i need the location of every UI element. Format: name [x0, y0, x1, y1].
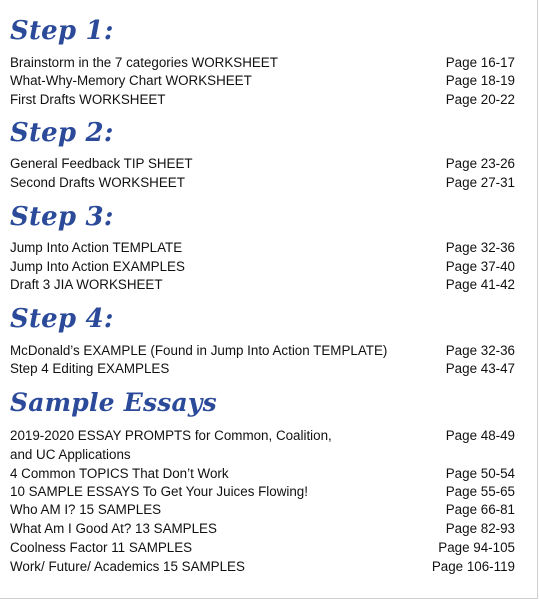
toc-item-page: Page 66-81 [445, 502, 515, 517]
toc-item-label: 2019-2020 ESSAY PROMPTS for Common, Coalition, [10, 428, 332, 443]
toc-item-label: First Drafts WORKSHEET [10, 92, 166, 107]
toc-row [0, 538, 539, 557]
toc-item-label: 4 Common TOPICS That Don’t Work [10, 466, 229, 481]
toc-item-label: Step 4 Editing EXAMPLES [10, 361, 170, 376]
toc-item-page: Page 94-105 [438, 540, 515, 555]
toc-item-page: Page 55-65 [445, 484, 515, 499]
toc-item-page: Page 18-19 [445, 73, 515, 88]
toc-item-label: Jump Into Action TEMPLATE [10, 240, 183, 255]
toc-row [0, 275, 539, 294]
toc-item-label: and UC Applications [10, 447, 131, 462]
toc-item-label: Brainstorm in the 7 categories WORKSHEET [10, 55, 278, 70]
toc-item-page: Page 16-17 [445, 55, 515, 70]
toc-item-label: What Am I Good At? 13 SAMPLES [10, 521, 217, 536]
toc-row [0, 173, 539, 192]
step-1-heading: Step 1: [10, 16, 114, 46]
toc-row [0, 257, 539, 276]
toc-item-label: Draft 3 JIA WORKSHEET [10, 277, 163, 292]
toc-row [0, 464, 539, 483]
toc-row [0, 71, 539, 90]
toc-row [0, 90, 539, 109]
toc-item-label: McDonald’s EXAMPLE (Found in Jump Into Action TEMPLATE) [10, 343, 388, 358]
toc-row [0, 341, 539, 360]
toc-item-page: Page 50-54 [445, 466, 515, 481]
toc-item-label: Who AM I? 15 SAMPLES [10, 502, 162, 517]
toc-item-label: Coolness Factor 11 SAMPLES [10, 540, 193, 555]
toc-row [0, 53, 539, 72]
toc-row [0, 557, 539, 576]
toc-row [0, 238, 539, 257]
toc-item-label: 10 SAMPLE ESSAYS To Get Your Juices Flowing! [10, 484, 308, 499]
toc-row [0, 154, 539, 173]
toc-item-page: Page 20-22 [445, 92, 515, 107]
toc-item-page: Page 106-119 [431, 559, 515, 574]
toc-item-page: Page 43-47 [445, 361, 515, 376]
toc-row [0, 359, 539, 378]
toc-item-page: Page 32-36 [445, 240, 515, 255]
toc-item-page: Page 41-42 [445, 277, 515, 292]
toc-row [0, 482, 539, 501]
step-4-heading: Step 4: [10, 304, 114, 334]
step-3-heading: Step 3: [10, 202, 114, 232]
step-2-heading: Step 2: [10, 118, 114, 148]
toc-row [0, 519, 539, 538]
toc-item-page: Page 37-40 [445, 259, 515, 274]
toc-item-label: What-Why-Memory Chart WORKSHEET [10, 73, 252, 88]
toc-row [0, 445, 539, 464]
toc-row [0, 500, 539, 519]
toc-item-label: Work/ Future/ Academics 15 SAMPLES [10, 559, 245, 574]
toc-item-page: Page 48-49 [445, 428, 515, 443]
toc-item-label: General Feedback TIP SHEET [10, 156, 193, 171]
toc-item-label: Jump Into Action EXAMPLES [10, 259, 185, 274]
toc-item-page: Page 27-31 [445, 175, 515, 190]
toc-item-label: Second Drafts WORKSHEET [10, 175, 185, 190]
toc-item-page: Page 82-93 [445, 521, 515, 536]
toc-item-page: Page 32-36 [445, 343, 515, 358]
toc-item-page: Page 23-26 [445, 156, 515, 171]
toc-row [0, 426, 539, 445]
sample-essays-heading: Sample Essays [10, 388, 217, 417]
